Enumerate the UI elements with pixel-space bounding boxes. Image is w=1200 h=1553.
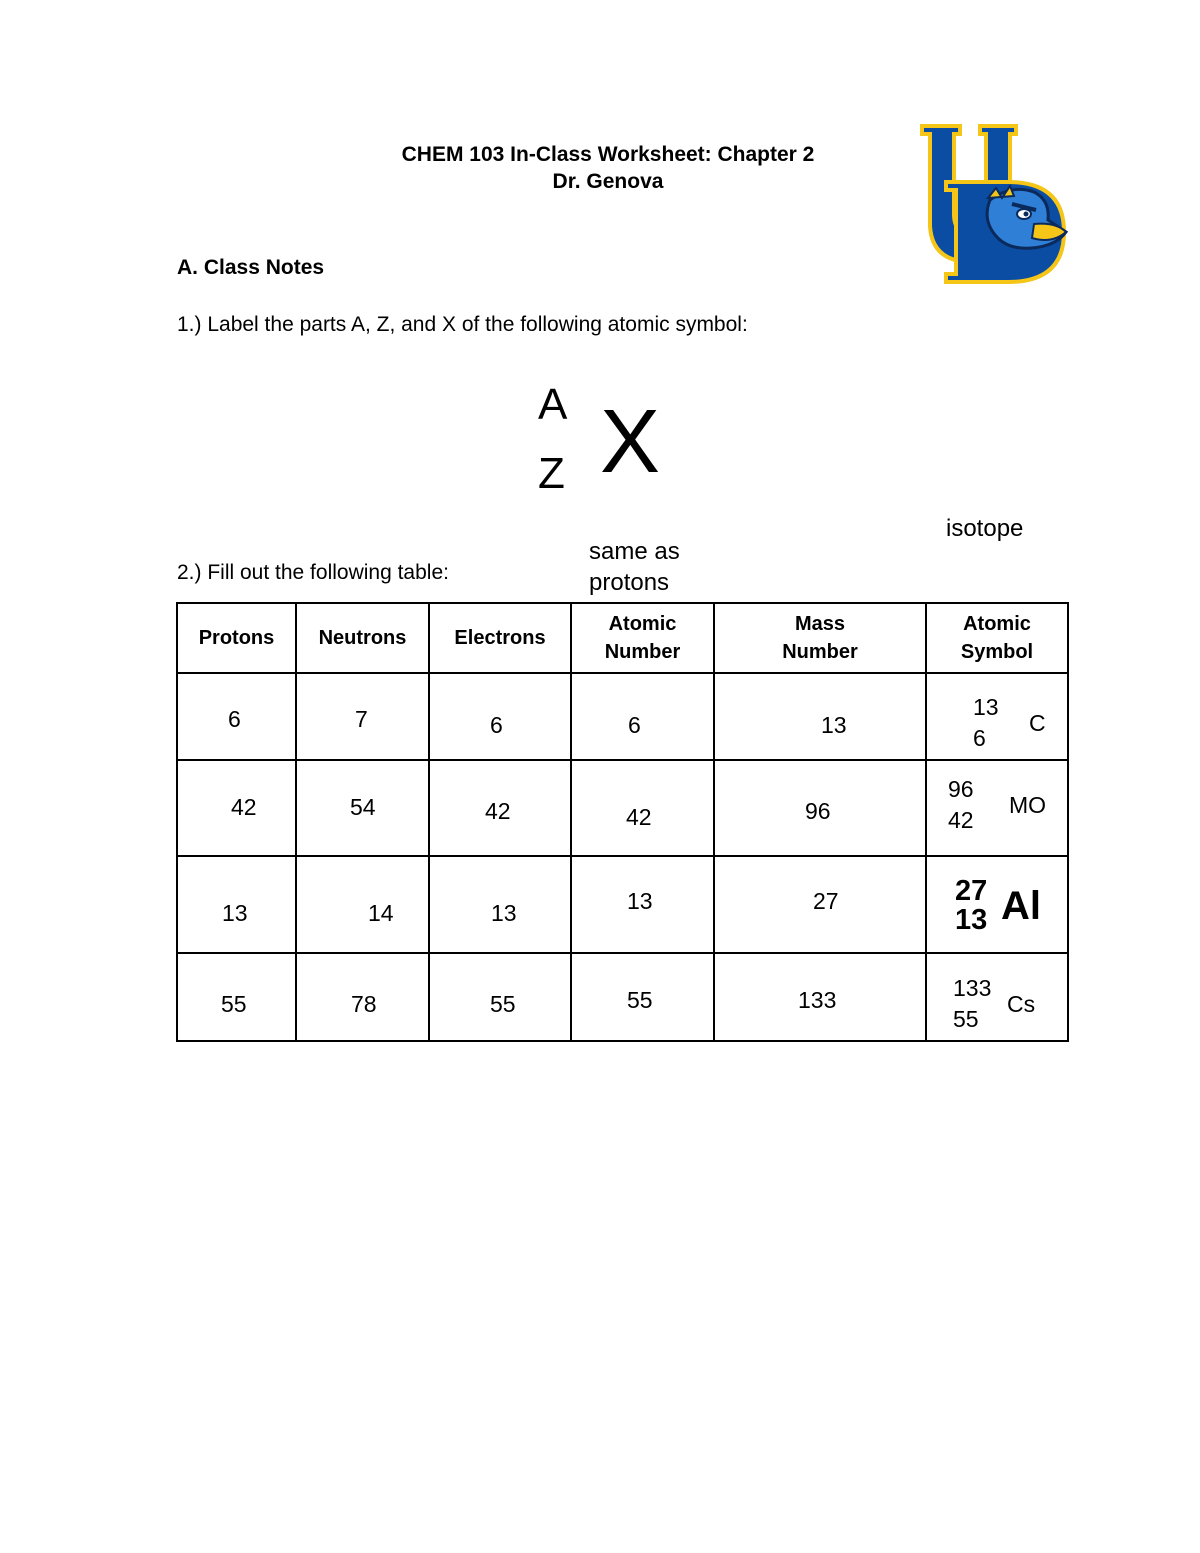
- cell-atomic-number: 13: [571, 856, 714, 953]
- same-as-protons-annotation: [589, 536, 680, 598]
- header-atomic-symbol: Atomic Symbol: [926, 603, 1068, 673]
- ud-blue-hen-logo: [916, 122, 1068, 288]
- annotation-line: same as: [589, 538, 680, 565]
- cell-atomic-number: 55: [571, 953, 714, 1041]
- cell-neutrons: 54: [296, 760, 429, 856]
- cell-electrons: 13: [429, 856, 571, 953]
- cell-mass-number: 27: [714, 856, 926, 953]
- cell-neutrons: 14: [296, 856, 429, 953]
- table-row: [177, 673, 1068, 760]
- table-row: [177, 953, 1068, 1041]
- cell-mass-number: 13: [714, 673, 926, 760]
- cell-protons: 55: [177, 953, 296, 1041]
- cell-atomic-symbol: 13 6 C: [926, 673, 1068, 760]
- cell-mass-number: 133: [714, 953, 926, 1041]
- mass-number-label: A: [538, 380, 568, 429]
- header-mass-number: Mass Number: [714, 603, 926, 673]
- cell-neutrons: 78: [296, 953, 429, 1041]
- cell-atomic-symbol: 133 55 Cs: [926, 953, 1068, 1041]
- question-1: 1.) Label the parts A, Z, and X of the following atomic symbol:: [177, 313, 748, 336]
- instructor-name: Dr. Genova: [552, 170, 664, 193]
- isotope-annotation: isotope: [946, 515, 1024, 542]
- cell-protons: 6: [177, 673, 296, 760]
- cell-electrons: 55: [429, 953, 571, 1041]
- cell-atomic-number: 42: [571, 760, 714, 856]
- element-symbol-label: X: [600, 392, 661, 492]
- cell-electrons: 42: [429, 760, 571, 856]
- atomic-number-label: Z: [538, 449, 565, 498]
- cell-electrons: 6: [429, 673, 571, 760]
- table-row: [177, 760, 1068, 856]
- header-electrons: Electrons: [429, 603, 571, 673]
- header-atomic-number: Atomic Number: [571, 603, 714, 673]
- table-header-row: [177, 603, 1068, 673]
- cell-neutrons: 7: [296, 673, 429, 760]
- cell-protons: 42: [177, 760, 296, 856]
- cell-atomic-symbol: 96 42 MO: [926, 760, 1068, 856]
- section-heading: A. Class Notes: [177, 256, 325, 279]
- cell-mass-number: 96: [714, 760, 926, 856]
- cell-atomic-symbol: 27 13 Al: [926, 856, 1068, 953]
- cell-atomic-number: 6: [571, 673, 714, 760]
- table-row: [177, 856, 1068, 953]
- worksheet-title: CHEM 103 In-Class Worksheet: Chapter 2: [401, 143, 815, 166]
- atomic-data-table: [176, 602, 1069, 1042]
- header-neutrons: Neutrons: [296, 603, 429, 673]
- annotation-line: protons: [589, 569, 670, 596]
- question-2: 2.) Fill out the following table:: [177, 561, 449, 584]
- cell-protons: 13: [177, 856, 296, 953]
- header-protons: Protons: [177, 603, 296, 673]
